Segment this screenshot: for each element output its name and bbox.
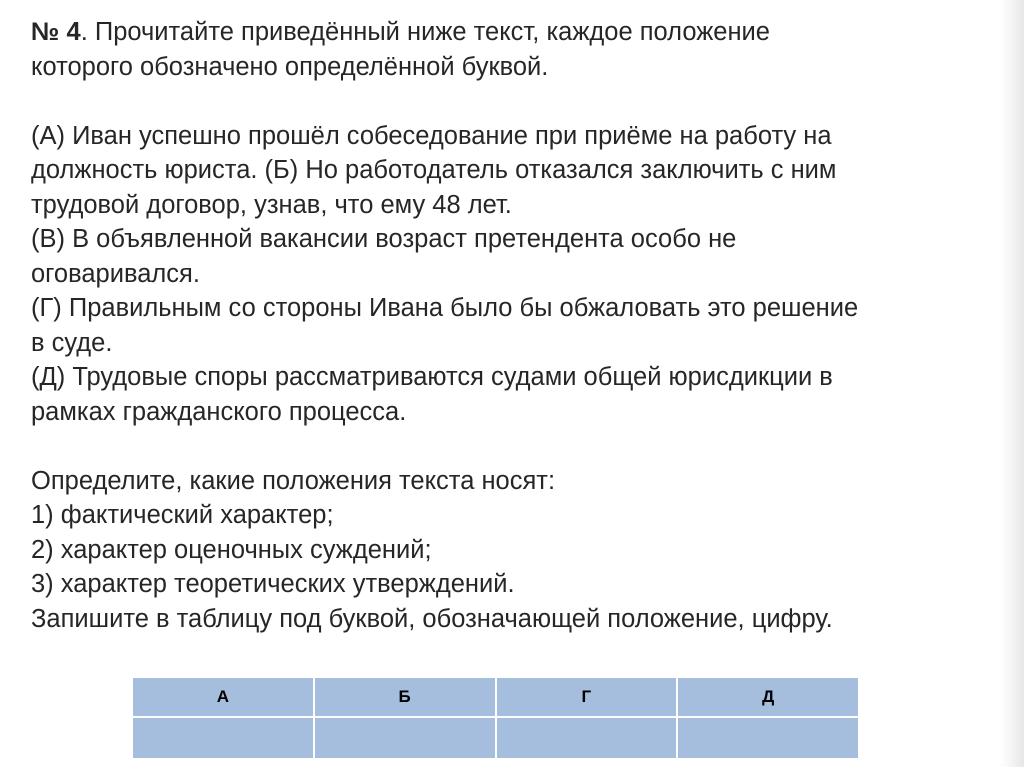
answer-cell-a[interactable] <box>132 717 314 759</box>
spacer <box>31 429 981 464</box>
text-line: трудовой договор, узнав, что ему 48 лет. <box>31 190 512 219</box>
answer-table-header: А <box>132 677 314 717</box>
task-title <box>31 15 981 50</box>
text-line: рамках гражданского процесса. <box>31 397 407 426</box>
answer-table <box>131 676 860 760</box>
answer-table-header-row <box>132 677 859 717</box>
task-number: № 4 <box>31 18 81 46</box>
answer-cell-g[interactable] <box>496 717 678 759</box>
instruction-line: 3) характер теоретических утверждений. <box>31 570 515 598</box>
slide-edge-shadow <box>1000 0 1024 767</box>
text-line: (В) В объявленной вакансии возраст претендента особо не <box>31 225 737 253</box>
instruction-line: Запишите в таблицу под буквой, обозначающей положение, цифру. <box>31 604 833 633</box>
answer-cell-d[interactable] <box>677 717 859 759</box>
task-title-text: . Прочитайте приведённый ниже текст, каждое положение <box>80 18 770 46</box>
text-line: оговаривался. <box>31 259 200 288</box>
answer-table-header: Д <box>677 677 859 717</box>
answer-cell-b[interactable] <box>314 717 496 759</box>
text-line: в суде. <box>31 328 113 357</box>
instruction-line: 1) фактический характер; <box>31 501 334 529</box>
instruction-line: 2) характер оценочных суждений; <box>31 535 432 564</box>
text-line: (Г) Правильным со стороны Ивана было бы обжаловать это решение <box>31 294 859 322</box>
task-title-line-2: которого обозначено определённой буквой. <box>31 52 549 81</box>
spacer <box>31 84 981 119</box>
instruction-line: Определите, какие положения текста носят: <box>31 466 556 495</box>
text-line: (А) Иван успешно прошёл собеседование при приёме на работу на <box>31 121 832 150</box>
answer-table-row <box>132 717 859 759</box>
answer-table-header: Г <box>496 677 678 717</box>
text-line: (Д) Трудовые споры рассматриваются судами общей юрисдикции в <box>31 363 833 391</box>
task-content <box>31 15 981 636</box>
answer-table-header: Б <box>314 677 496 717</box>
text-line: должность юриста. (Б) Но работодатель отказался заключить с ним <box>31 156 837 184</box>
